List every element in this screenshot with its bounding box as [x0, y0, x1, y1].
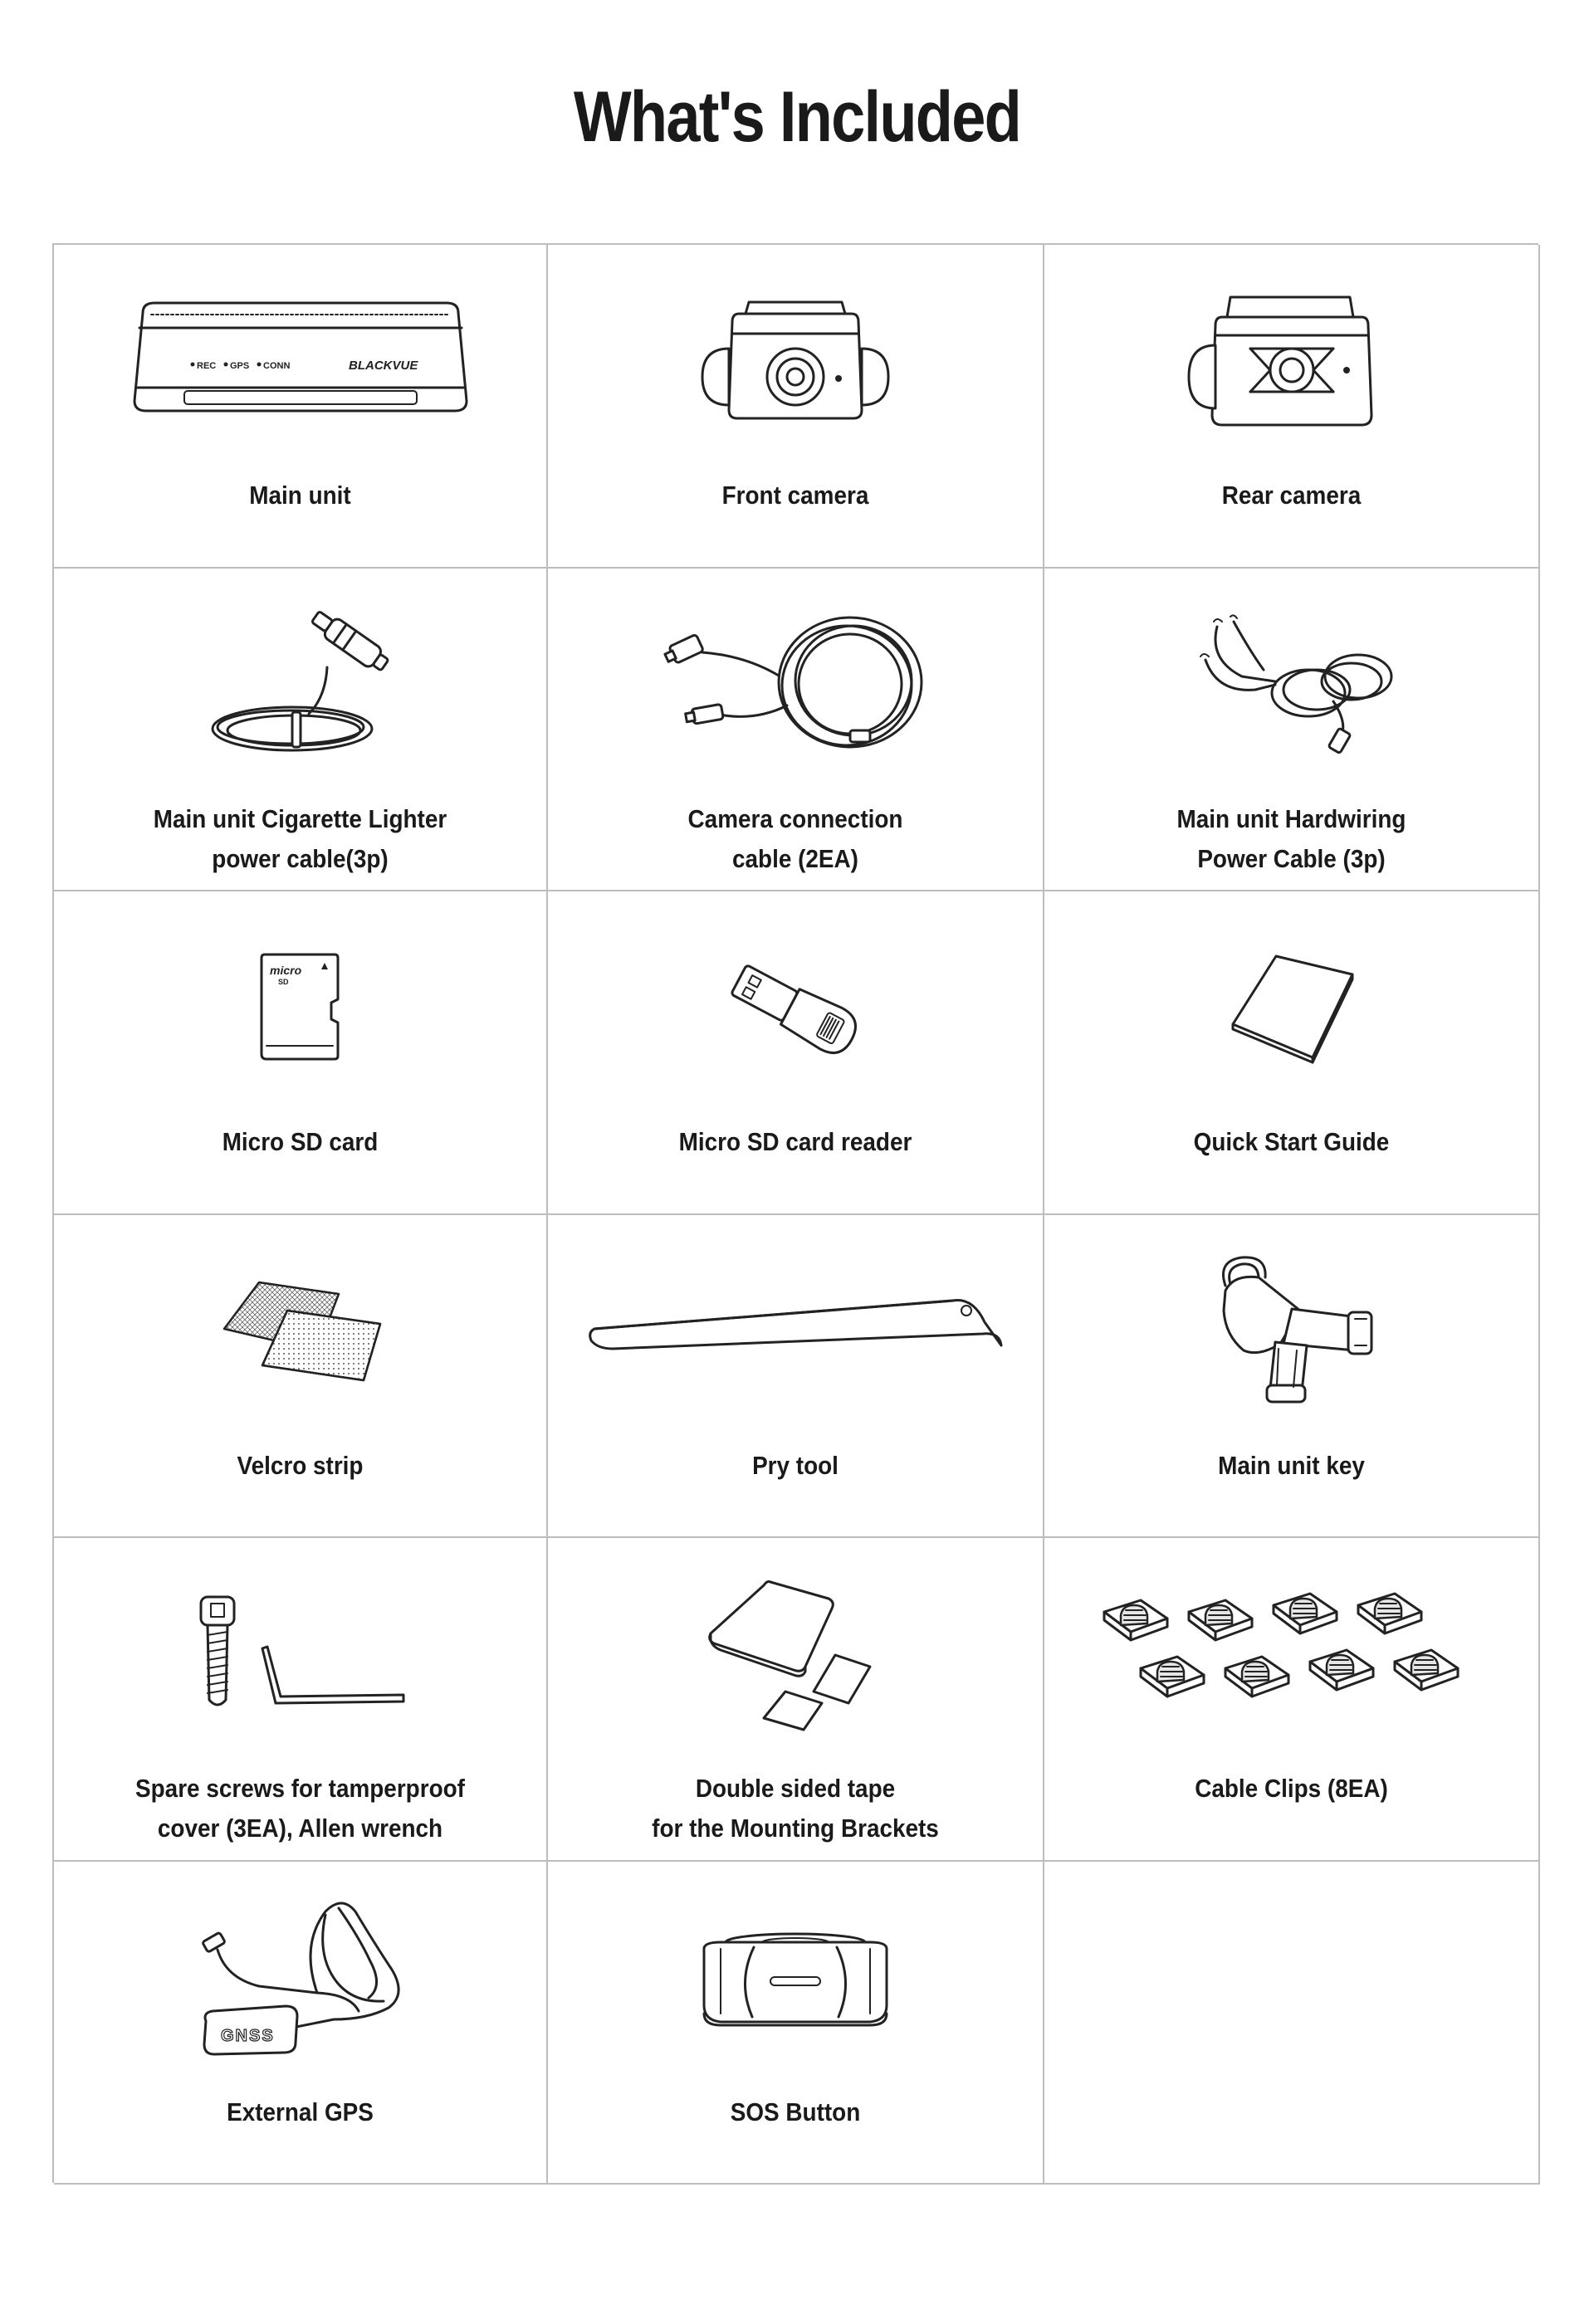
rear-camera-icon	[1184, 290, 1400, 432]
item-main-unit	[54, 245, 548, 569]
item-label: Main unit Cigarette Lighter power cable(3p)	[153, 803, 447, 873]
quick-start-guide-icon	[1221, 950, 1362, 1066]
item-quick-start-guide	[1044, 891, 1540, 1215]
page-title: What's Included	[573, 77, 1021, 157]
item-rear-camera	[1044, 245, 1540, 569]
item-label: Double sided tape for the Mounting Brackets	[652, 1774, 939, 1843]
item-label: Velcro strip	[237, 1450, 364, 1480]
main-unit-key-icon	[1200, 1252, 1383, 1410]
item-label: Front camera	[721, 481, 869, 510]
item-external-gps	[54, 1862, 548, 2185]
item-label: Main unit	[249, 481, 351, 510]
item-label: Micro SD card reader	[678, 1127, 912, 1156]
item-label: Micro SD card	[222, 1127, 379, 1156]
item-pry-tool	[548, 1215, 1044, 1539]
main-unit-brand-text: BLACKVUE	[348, 359, 418, 373]
front-camera-icon	[696, 299, 895, 423]
item-sd-card-reader	[548, 891, 1044, 1215]
main-unit-icon	[126, 295, 475, 427]
item-screws-allen-wrench	[54, 1538, 548, 1862]
included-items-grid	[52, 243, 1538, 2183]
pry-tool-icon	[579, 1286, 1011, 1377]
sd-card-reader-icon	[721, 950, 870, 1066]
item-cigarette-lighter-cable	[54, 569, 548, 892]
svg-text:REC: REC	[196, 361, 216, 371]
item-label: Pry tool	[752, 1450, 839, 1480]
hardwiring-cable-icon	[1184, 610, 1400, 759]
item-label: SOS Button	[730, 2097, 861, 2126]
item-label: Main unit Hardwiring Power Cable (3p)	[1176, 803, 1406, 873]
external-gps-icon	[193, 1895, 408, 2061]
item-label: External GPS	[227, 2097, 374, 2126]
item-hardwiring-cable	[1044, 569, 1540, 892]
item-front-camera	[548, 245, 1044, 569]
gps-badge-text: GNSS	[220, 2026, 275, 2045]
screw-and-wrench-icon	[184, 1592, 417, 1716]
item-micro-sd-card	[54, 891, 548, 1215]
item-cable-clips	[1044, 1538, 1540, 1862]
item-main-unit-key	[1044, 1215, 1540, 1539]
item-sos-button	[548, 1862, 1044, 2185]
double-sided-tape-icon	[696, 1575, 895, 1733]
item-label: Quick Start Guide	[1193, 1127, 1390, 1156]
svg-text:micro: micro	[269, 964, 301, 977]
sos-button-icon	[687, 1924, 903, 2032]
cable-clips-icon	[1101, 1592, 1483, 1716]
micro-sd-card-icon	[255, 950, 346, 1066]
svg-text:SD: SD	[277, 978, 289, 986]
item-label: Cable Clips (8EA)	[1195, 1774, 1388, 1803]
item-camera-connection-cable	[548, 569, 1044, 892]
item-double-sided-tape	[548, 1538, 1044, 1862]
item-label: Camera connection cable (2EA)	[687, 803, 903, 873]
item-velcro-strip	[54, 1215, 548, 1539]
velcro-strip-icon	[218, 1277, 384, 1385]
item-label: Rear camera	[1221, 481, 1362, 510]
svg-text:GPS: GPS	[229, 361, 249, 371]
empty-cell	[1044, 1862, 1540, 2185]
item-label: Spare screws for tamperproof cover (3EA), Allen wrench	[135, 1774, 465, 1843]
item-label: Main unit key	[1218, 1450, 1365, 1480]
camera-connection-cable-icon	[663, 606, 928, 764]
cigarette-lighter-cable-icon	[201, 606, 400, 764]
svg-text:CONN: CONN	[262, 361, 290, 371]
